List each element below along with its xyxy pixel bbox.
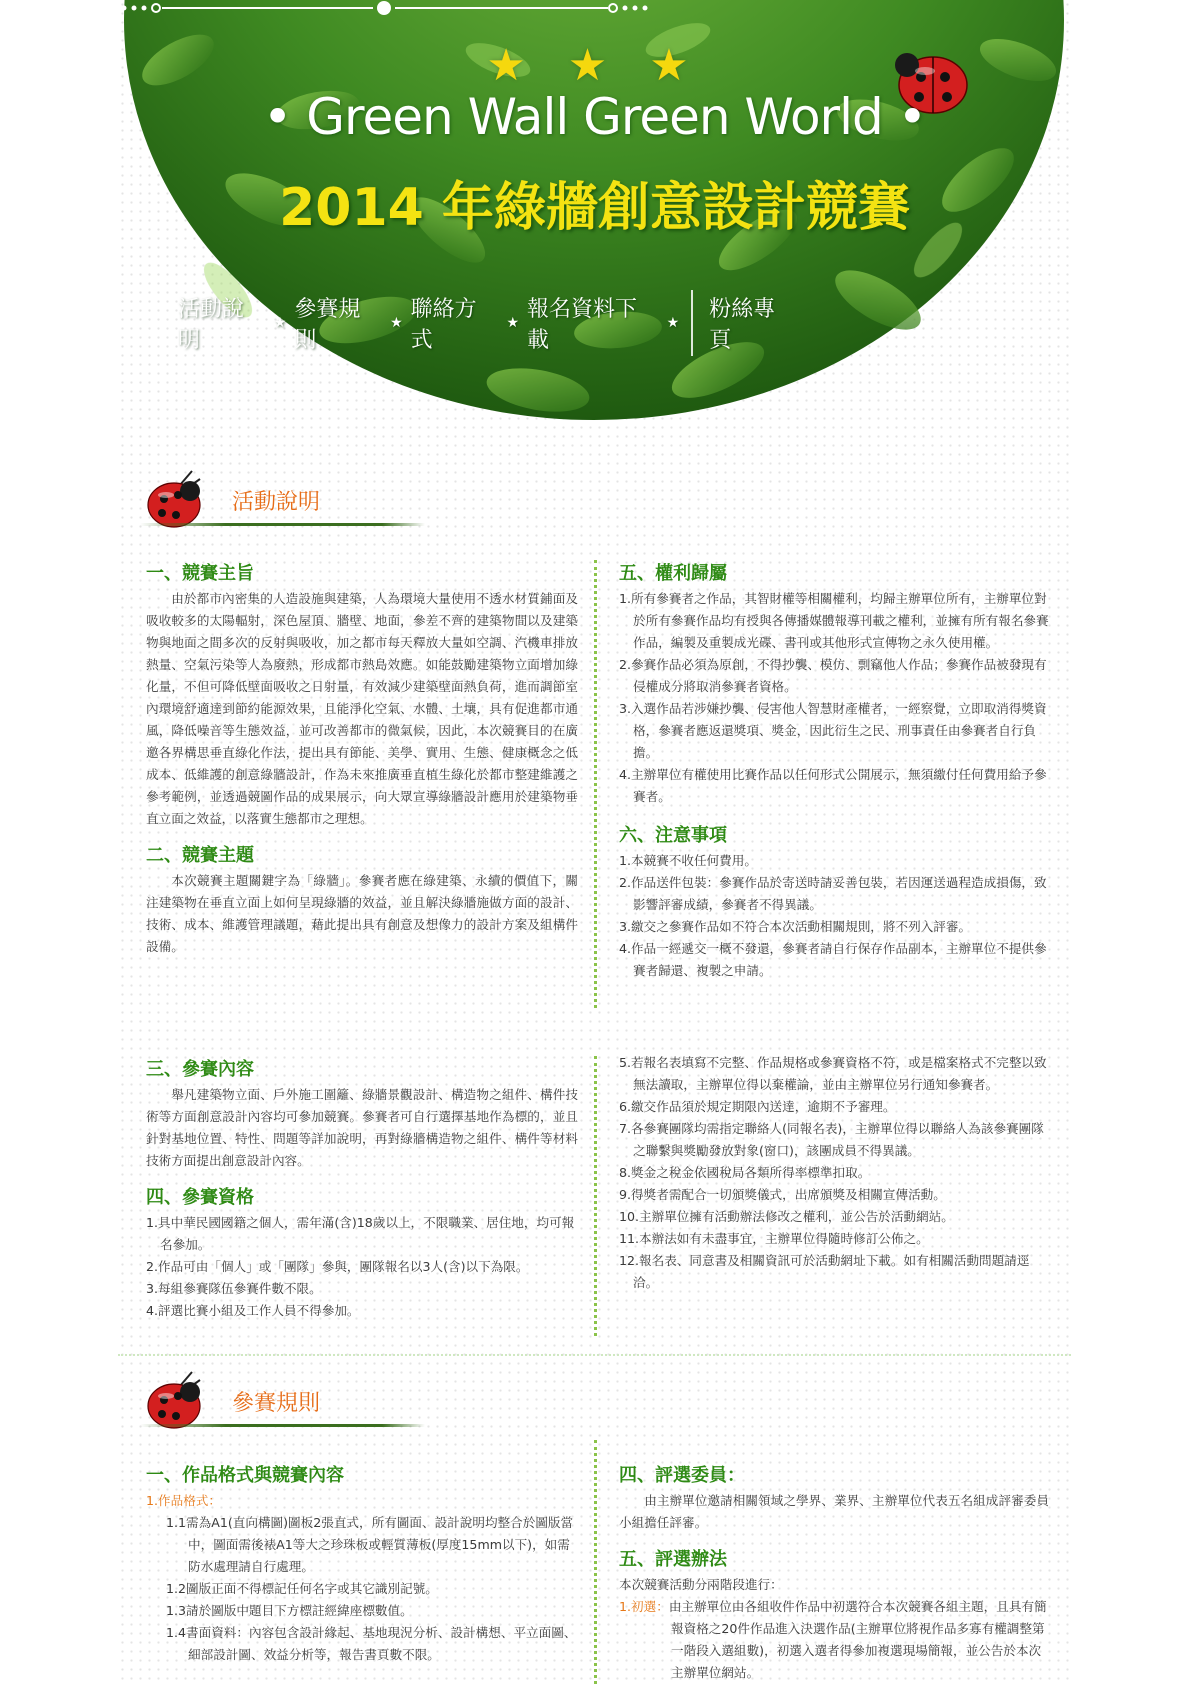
title-chinese: 2014 年綠牆創意設計競賽 xyxy=(279,178,910,238)
list-item: 7.各參賽團隊均需指定聯絡人(同報名表)，主辦單位得以聯絡人為該參賽團隊之聯繫與獎勵發放對象(窗口)，該團成員不得異議。 xyxy=(619,1121,1044,1158)
nav-item-activity[interactable]: 活動說明 xyxy=(177,297,244,353)
heading-method: 五、評選辦法 xyxy=(619,1549,727,1570)
list-item: 1.具中華民國國籍之個人，需年滿(含)18歲以上，不限職業、居住地，均可報名參加。 xyxy=(146,1215,575,1252)
list-item: 3.每組參賽隊伍參賽件數不限。 xyxy=(146,1281,322,1296)
column-divider xyxy=(594,560,597,1008)
nav-divider xyxy=(160,290,162,356)
star-icon: ★ xyxy=(506,315,520,331)
column-left-3 xyxy=(146,1464,578,1666)
section-header-activity xyxy=(140,465,430,535)
list-item: 1.1需為A1(直向構圖)圖板2張直式，所有圖面、設計說明均整合於圖版當中，圖面需後裱A1等大之珍珠板或輕質薄板(厚度15mm以下)，如需防水處理請自行處理。 xyxy=(166,1515,574,1574)
list-item: 3.入選作品若涉嫌抄襲、侵害他人智慧財產權者，一經察覺，立即取消得獎資格，參賽者應返還獎項、獎金，因此衍生之民、刑事責任由參賽者自行負擔。 xyxy=(619,701,1047,760)
list-item: 2.作品送件包裝：參賽作品於寄送時請妥善包裝，若因運送過程造成損傷，致影響評審成績，參賽者不得異議。 xyxy=(619,875,1047,912)
column-right-1 xyxy=(619,562,1049,982)
list-item: 2.作品可由「個人」或「團隊」參與，團隊報名以3人(含)以下為限。 xyxy=(146,1259,529,1274)
heading-eligibility: 四、參賽資格 xyxy=(146,1187,254,1208)
list-item: 12.報名表、同意書及相關資訊可於活動網址下載。如有相關活動問題請逕洽。 xyxy=(619,1253,1030,1290)
section-title: 活動說明 xyxy=(232,490,321,515)
list-item xyxy=(619,1596,1049,1684)
ornament-divider xyxy=(118,0,651,16)
nav-item-download[interactable]: 報名資料下載 xyxy=(527,297,638,353)
list-item: 2.參賽作品必須為原創，不得抄襲、模仿、剽竊他人作品；參賽作品被發現有侵權成分將取消參賽者資格。 xyxy=(619,657,1047,694)
list-item: 8.獎金之稅金依國稅局各類所得率標準扣取。 xyxy=(619,1165,871,1180)
heading-notes: 六、注意事項 xyxy=(619,825,727,846)
title-english: • Green Wall Green World • xyxy=(262,88,927,146)
stars-decoration: ★ ★ ★ xyxy=(486,40,703,91)
text-purpose: 由於都市內密集的人造設施與建築，人為環境大量使用不透水材質鋪面及吸收較多的太陽輻射，深色屋頂、牆壁、地面，參差不齊的建築物間以及建築物與地面之間多次的反射與吸收，加之都市每天釋放大量如空調、汽機車排放熱量、空氣污染等人為廢熱，形成都市熱島效應。如能鼓勵建築物立面增加綠化量，不但可降低壁面吸收之日射量，有效減少建築壁面熱負荷，進而調節室內環境舒適達到節約能源效果，且能淨化空氣、水體、土壤，具有促進都市通風，降低噪音等生態效益，並可改善都市的微氣候，因此，本次競賽目的在廣邀各界構思垂直綠化作法，提出具有節能、美學、實用、生態、健康概念之低成本、低維護的創意綠牆設計，作為未來推廣垂直植生綠化於都市整建維護之參考範例，並透過競圖作品的成果展示，向大眾宣導綠牆設計應用於建築物垂直立面之效益，以落實生態都市之理想。 xyxy=(146,591,578,826)
heading-purpose: 一、競賽主旨 xyxy=(146,563,254,584)
list-item: 9.得獎者需配合一切頒獎儀式，出席頒獎及相關宣傳活動。 xyxy=(619,1187,946,1202)
nav-item-fanpage[interactable]: 粉絲專頁 xyxy=(709,297,776,353)
section-underline xyxy=(140,523,425,526)
heading-judges: 四、評選委員： xyxy=(619,1465,745,1486)
list-item: 1.2圖版正面不得標記任何名字或其它識別記號。 xyxy=(166,1581,438,1596)
list-item: 6.繳交作品須於規定期限內送達，逾期不予審理。 xyxy=(619,1099,896,1114)
heading-content: 三、參賽內容 xyxy=(146,1059,254,1080)
text-judges: 由主辦單位邀請相關領域之學界、業界、主辦單位代表五名組成評審委員小組擔任評審。 xyxy=(619,1493,1049,1530)
main-nav xyxy=(150,290,803,356)
list-item: 11.本辦法如有未盡事宜，主辦單位得隨時修訂公佈之。 xyxy=(619,1231,929,1246)
section-separator xyxy=(118,1354,1071,1356)
nav-item-contact[interactable]: 聯絡方式 xyxy=(410,297,477,353)
column-left-1 xyxy=(146,562,578,958)
column-divider xyxy=(594,1056,597,1336)
column-left-2 xyxy=(146,1058,578,1322)
star-icon: ★ xyxy=(390,315,403,331)
subheading-format: 1.作品格式： xyxy=(146,1493,221,1508)
text-content: 舉凡建築物立面、戶外施工圍籬、綠牆景觀設計、構造物之組件、構件技術等方面創意設計內容均可參加競賽。參賽者可自行選擇基地作為標的，並且針對基地位置、特性、問題等詳加說明，再對綠牆構造物之組件、構件等材料技術方面提出創意設計內容。 xyxy=(146,1087,578,1168)
column-right-3 xyxy=(619,1464,1049,1684)
nav-divider xyxy=(691,290,693,356)
heading-theme: 二、競賽主題 xyxy=(146,845,254,866)
list-item: 1.4書面資料：內容包含設計緣起、基地現況分析、設計構想、平立面圖、細部設計圖、效益分析等，報告書頁數不限。 xyxy=(166,1625,577,1662)
column-right-2 xyxy=(619,1052,1049,1294)
list-item: 1.3請於圖版中題目下方標註經緯座標數值。 xyxy=(166,1603,413,1618)
nav-item-rules[interactable]: 參賽規則 xyxy=(294,297,361,353)
star-icon: ★ xyxy=(273,315,287,331)
heading-format: 一、作品格式與競賽內容 xyxy=(146,1465,344,1486)
step-label: 1.初選： xyxy=(619,1599,669,1614)
list-item: 4.評選比賽小組及工作人員不得參加。 xyxy=(146,1303,360,1318)
list-item: 4.主辦單位有權使用比賽作品以任何形式公開展示，無須繳付任何費用給予參賽者。 xyxy=(619,767,1047,804)
column-divider xyxy=(594,1440,597,1684)
heading-rights: 五、權利歸屬 xyxy=(619,563,727,584)
section-title: 參賽規則 xyxy=(232,1391,321,1416)
star-icon: ★ xyxy=(666,315,680,331)
list-item: 4.作品一經遞交一概不發還，參賽者請自行保存作品副本，主辦單位不提供參賽者歸還、複製之申請。 xyxy=(619,941,1047,978)
list-item: 10.主辦單位擁有活動辦法修改之權利，並公告於活動網站。 xyxy=(619,1209,954,1224)
section-underline xyxy=(140,1424,425,1427)
list-item: 1.所有參賽者之作品，其智財權等相關權利，均歸主辦單位所有，主辦單位對於所有參賽作品均有授與各傳播媒體報導刊載之權利，並擁有所有報名參賽作品，編製及重製成光碟、書刊或其他形式宣傳物之永久使用權。 xyxy=(619,591,1049,650)
section-header-rules xyxy=(140,1366,430,1436)
step-text: 由主辦單位由各組收件作品中初選符合本次競賽各組主題，且具有簡報資格之20件作品進入決選作品(主辦單位將視作品多寡有權調整第一階段入選組數)，初選入選者得參加複選現場簡報，並公告於本次主辦單位網站。 xyxy=(668,1599,1047,1680)
text-theme: 本次競賽主題關鍵字為「綠牆」。參賽者應在綠建築、永續的價值下，關注建築物在垂直立面上如何呈現綠牆的效益，並且解決綠牆施做方面的設計、技術、成本、維護管理議題，藉此提出具有創意及想像力的設計方案及組構件設備。 xyxy=(146,873,578,954)
hero-banner xyxy=(118,0,1071,420)
list-item: 3.繳交之參賽作品如不符合本次活動相關規則，將不列入評審。 xyxy=(619,919,972,934)
text-method-intro: 本次競賽活動分兩階段進行： xyxy=(619,1577,783,1592)
list-item: 5.若報名表填寫不完整、作品規格或參賽資格不符，或是檔案格式不完整以致無法讀取，主辦單位得以棄權論，並由主辦單位另行通知參賽者。 xyxy=(619,1055,1047,1092)
list-item: 1.本競賽不收任何費用。 xyxy=(619,853,757,868)
